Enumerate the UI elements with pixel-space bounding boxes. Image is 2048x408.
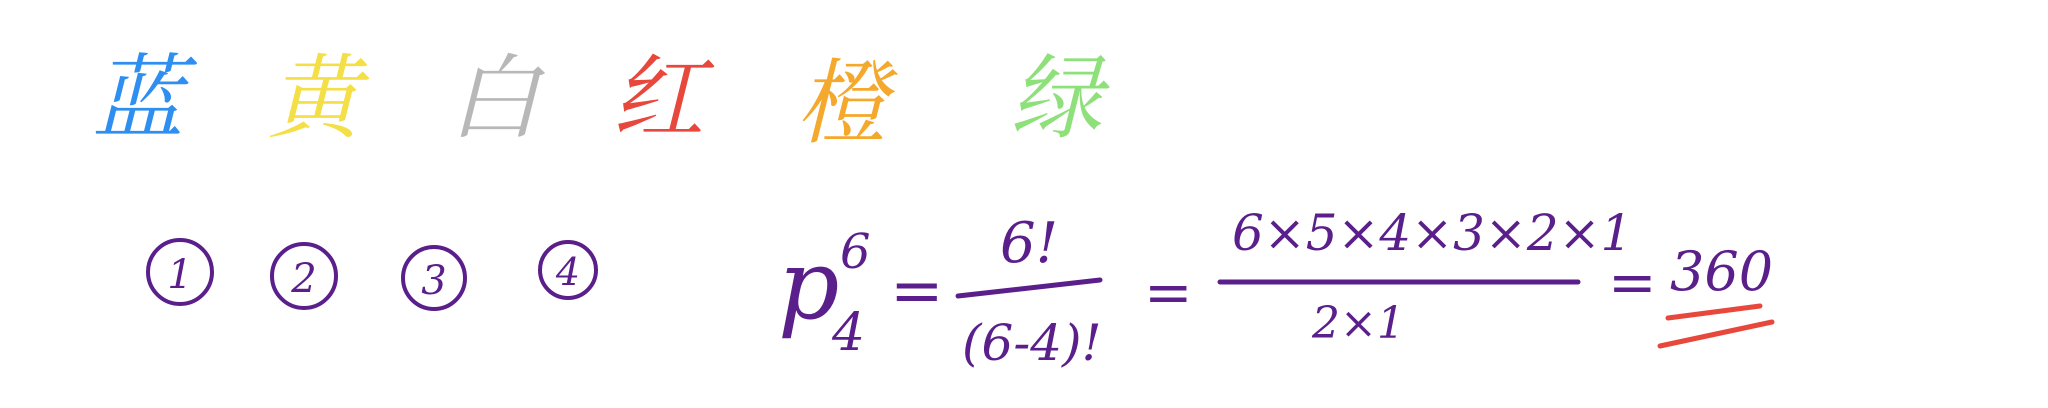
color-word-blue: 蓝 — [92, 45, 185, 152]
circled-number-2 — [272, 244, 336, 308]
circled-numbers-row — [148, 240, 596, 309]
circled-number-3 — [403, 247, 465, 309]
equals-sign-1: = — [890, 254, 944, 328]
circled-number-label: 4 — [555, 250, 581, 294]
color-word-green: 绿 — [1010, 45, 1103, 152]
color-words-row — [92, 45, 1110, 157]
fraction2-denominator: 2×1 — [1312, 298, 1405, 349]
result-double-underline — [1660, 306, 1772, 346]
circled-number-label: 2 — [291, 256, 317, 302]
p-superscript: 6 — [840, 224, 871, 280]
p-symbol: p — [778, 229, 840, 341]
circled-number-label: 3 — [421, 258, 447, 304]
p-subscript: 4 — [832, 303, 866, 363]
circled-number-label: 1 — [167, 252, 193, 298]
fraction1-denominator: (6-4)! — [962, 314, 1102, 372]
color-word-orange: 橙 — [796, 50, 889, 157]
color-word-yellow: 黄 — [268, 45, 361, 152]
circled-number-4 — [540, 242, 596, 298]
equals-sign-3: = — [1608, 248, 1657, 316]
fraction1-bar — [958, 280, 1100, 296]
circled-number-1 — [148, 240, 212, 304]
fraction2-numerator: 6×5×4×3×2×1 — [1232, 204, 1633, 262]
result-value: 360 — [1670, 240, 1774, 303]
color-word-white: 白 — [448, 45, 541, 152]
fraction1-numerator: 6! — [1000, 211, 1059, 276]
equals-sign-2: = — [1144, 258, 1193, 326]
color-word-red: 红 — [612, 45, 705, 152]
permutation-formula — [778, 204, 1773, 372]
